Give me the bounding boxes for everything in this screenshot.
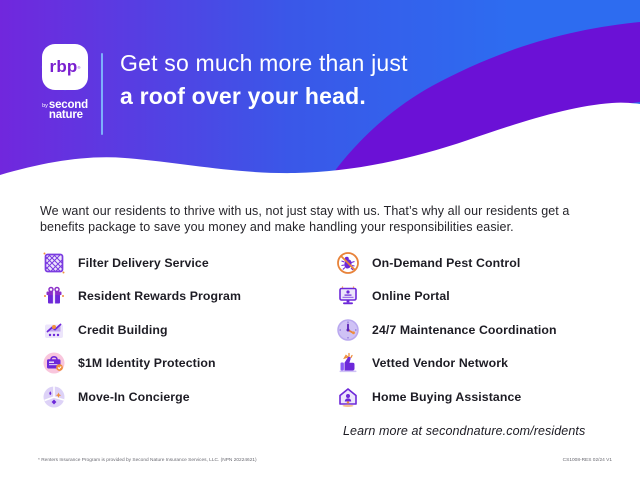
feature-home-buying bbox=[336, 385, 557, 409]
maintenance-clock-icon bbox=[336, 318, 360, 342]
rewards-gift-icon bbox=[42, 284, 66, 308]
pest-control-icon bbox=[336, 251, 360, 275]
air-filter-icon bbox=[42, 251, 66, 275]
feature-label: Resident Rewards Program bbox=[78, 289, 241, 304]
feature-maintenance-coordination bbox=[336, 318, 557, 342]
feature-label: Online Portal bbox=[372, 289, 450, 304]
feature-label: Filter Delivery Service bbox=[78, 256, 209, 270]
feature-label: Credit Building bbox=[78, 322, 168, 337]
credit-meter-icon bbox=[42, 318, 66, 342]
brand-word-second: second bbox=[48, 99, 88, 111]
headline-line2: a roof over your head. bbox=[120, 83, 366, 109]
identity-protection-icon bbox=[42, 351, 66, 375]
feature-move-in-concierge bbox=[42, 385, 241, 409]
feature-label: Vetted Vendor Network bbox=[372, 356, 509, 371]
rbp-badge-icon bbox=[36, 38, 94, 96]
logo-divider-line bbox=[101, 53, 103, 135]
headline bbox=[120, 47, 408, 113]
thumbs-up-icon bbox=[336, 351, 360, 375]
second-nature-wordmark bbox=[34, 100, 96, 120]
feature-resident-rewards bbox=[42, 284, 241, 308]
move-in-concierge-icon bbox=[42, 385, 66, 409]
feature-online-portal bbox=[336, 284, 557, 308]
feature-identity-protection bbox=[42, 351, 241, 375]
document-code: CS1008-RES 02/24 V1 bbox=[562, 458, 612, 463]
feature-label: Move-In Concierge bbox=[78, 389, 190, 404]
learn-more-text: Learn more at secondnature.com/residents bbox=[343, 424, 586, 438]
feature-credit-building bbox=[42, 318, 241, 342]
rbp-second-nature-logo bbox=[34, 38, 96, 120]
home-buying-icon bbox=[336, 385, 360, 409]
feature-label: On-Demand Pest Control bbox=[372, 256, 521, 270]
feature-vetted-vendor-network bbox=[336, 351, 557, 375]
feature-filter-delivery bbox=[42, 251, 241, 275]
feature-pest-control bbox=[336, 251, 557, 275]
intro-paragraph: We want our residents to thrive with us, not just stay with us. That’s why all our residents get a benefits package to save you money and make handling your responsibilities easier. bbox=[40, 204, 570, 235]
header-banner bbox=[0, 0, 640, 200]
by-label: by bbox=[42, 103, 48, 109]
feature-column-left bbox=[42, 251, 241, 409]
online-portal-icon bbox=[336, 284, 360, 308]
rbp-wordmark: rbp bbox=[49, 57, 78, 76]
brand-word-nature: nature bbox=[48, 109, 83, 121]
renters-insurance-footnote: * Renters Insurance Program is provided by Second Nature Insurance Services, LLC. (NPN 20224621) bbox=[38, 458, 257, 463]
registered-mark: ® bbox=[77, 64, 81, 70]
badge-plate bbox=[42, 44, 88, 90]
feature-column-right bbox=[336, 251, 557, 409]
headline-line1: Get so much more than just bbox=[120, 50, 408, 76]
feature-label: $1M Identity Protection bbox=[78, 356, 216, 371]
feature-label: 24/7 Maintenance Coordination bbox=[372, 322, 557, 337]
feature-label: Home Buying Assistance bbox=[372, 389, 522, 404]
